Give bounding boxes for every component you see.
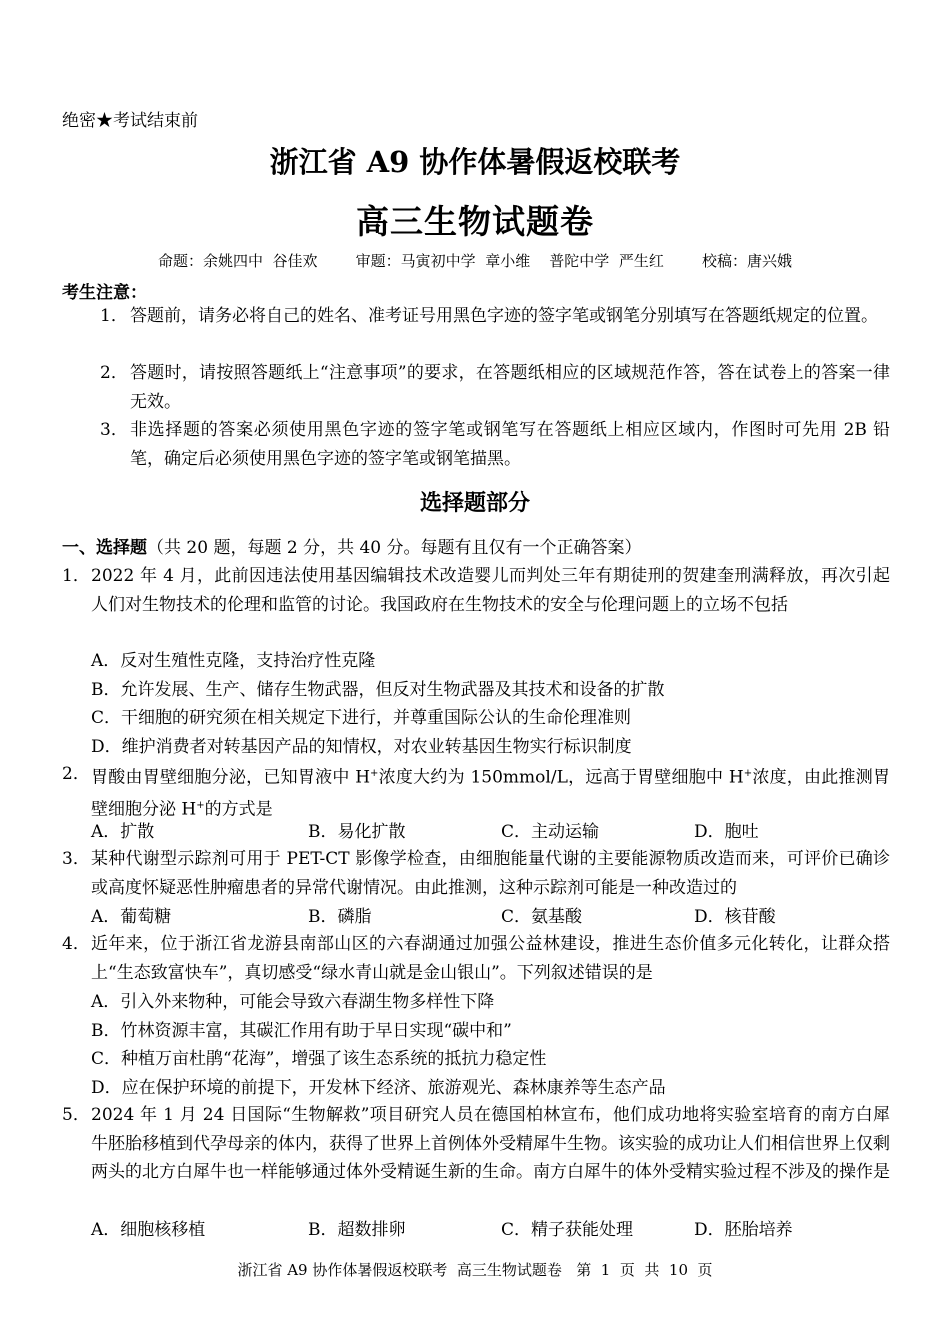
option-d: D．胚胎培养 [694,1220,793,1240]
option-b: B．易化扩散 [308,822,406,842]
question-2 [62,760,890,825]
section-title: 选择题部分 [419,490,530,516]
option-b: B．竹林资源丰富，其碳汇作用有助于早日实现“碳中和” [91,1021,512,1041]
option-a: A．扩散 [91,822,155,842]
question-1 [62,562,890,619]
confidential-label: 绝密★考试结束前 [62,111,198,131]
notice-item [100,302,890,331]
option-d: D．胞吐 [694,822,759,842]
option-b: B．超数排卵 [308,1220,406,1240]
option-c: C．主动运输 [501,822,600,842]
question-stem: 近年来，位于浙江省龙游县南部山区的六春湖通过加强公益林建设，推进生态价值多元化转化，让群众搭上“生态致富快车”，真切感受“绿水青山就是金山银山”。下列叙述错误的是 [91,934,890,983]
question-number: 5． [62,1105,90,1125]
question-3 [62,845,890,902]
question-stem: 胃酸由胃壁细胞分泌，已知胃液中 H+浓度大约为 150mmol/L，远高于胃壁细胞中 H+浓度，由此推测胃壁细胞分泌 H+的方式是 [91,767,890,820]
question-number: 1． [62,566,90,586]
option-a: A．引入外来物种，可能会导致六春湖生物多样性下降 [91,992,495,1012]
question-5 [62,1101,890,1187]
notice-item-number: 2． [100,363,128,383]
notice-item [100,359,890,417]
exam-title: 浙江省 A9 协作体暑假返校联考 [269,145,681,179]
option-c: C．干细胞的研究须在相关规定下进行，并尊重国际公认的生命伦理准则 [91,708,632,728]
question-4 [62,930,890,987]
option-b: B．磷脂 [308,907,372,927]
notice-item-number: 3． [100,420,128,440]
notice-item-text: 答题前，请务必将自己的姓名、准考证号用黑色字迹的签字笔或钢笔分别填写在答题纸规定的位置。 [130,306,878,326]
option-d: D．应在保护环境的前提下，开发林下经济、旅游观光、森林康养等生态产品 [91,1078,666,1098]
option-a: A．反对生殖性克隆，支持治疗性克隆 [91,651,376,671]
notice-item-text: 答题时，请按照答题纸上“注意事项”的要求，在答题纸相应的区域规范作答，答在试卷上的答案一律无效。 [130,363,890,412]
question-stem: 某种代谢型示踪剂可用于 PET-CT 影像学检查，由细胞能量代谢的主要能源物质改造而来，可评价已确诊或高度怀疑恶性肿瘤患者的异常代谢情况。由此推测，这种示踪剂可能是一种改造过的 [91,849,890,898]
option-c: C．种植万亩杜鹃“花海”，增强了该生态系统的抵抗力稳定性 [91,1049,547,1069]
question-stem: 2024 年 1 月 24 日国际“生物解救”项目研究人员在德国柏林宣布，他们成功地将实验室培育的南方白犀牛胚胎移植到代孕母亲的体内，获得了世界上首例体外受精犀牛生物。该实验的成功让人们相信世界上仅剩两头的北方白犀牛也一样能够通过体外受精诞生新的生命。南方白犀牛的体外受精实验过程不涉及的操作是 [91,1105,890,1183]
option-d: D．核苷酸 [694,907,776,927]
notice-item [100,416,890,474]
exam-subtitle: 高三生物试题卷 [356,202,594,241]
part-label: 一、选择题 [62,538,147,558]
part-description: （共 20 题，每题 2 分，共 40 分。每题有且仅有一个正确答案） [147,538,642,558]
question-number: 3． [62,849,90,869]
option-b: B．允许发展、生产、储存生物武器，但反对生物武器及其技术和设备的扩散 [91,680,665,700]
question-stem: 2022 年 4 月，此前因违法使用基因编辑技术改造婴儿而判处三年有期徒刑的贺建奎刑满释放，再次引起人们对生物技术的伦理和监管的讨论。我国政府在生物技术的安全与伦理问题上的立场不包括 [91,566,890,615]
option-d: D．维护消费者对转基因产品的知情权，对农业转基因生物实行标识制度 [91,737,632,757]
option-a: A．细胞核移植 [91,1220,206,1240]
question-number: 2． [62,764,90,784]
notice-heading: 考生注意： [62,283,147,303]
credits-line: 命题：余姚四中 谷佳欢 审题：马寅初中学 章小维 普陀中学 严生红 校稿：唐兴娥 [158,252,792,270]
page-footer: 浙江省 A9 协作体暑假返校联考 高三生物试题卷 第 1 页 共 10 页 [237,1261,713,1279]
option-c: C．精子获能处理 [501,1220,634,1240]
question-number: 4． [62,934,90,954]
notice-item-number: 1． [100,306,128,326]
option-c: C．氨基酸 [501,907,583,927]
part-heading [62,533,642,558]
option-a: A．葡萄糖 [91,907,172,927]
notice-item-text: 非选择题的答案必须使用黑色字迹的签字笔或钢笔写在答题纸上相应区域内，作图时可先用 2B 铅笔，确定后必须使用黑色字迹的签字笔或钢笔描黑。 [130,420,890,469]
